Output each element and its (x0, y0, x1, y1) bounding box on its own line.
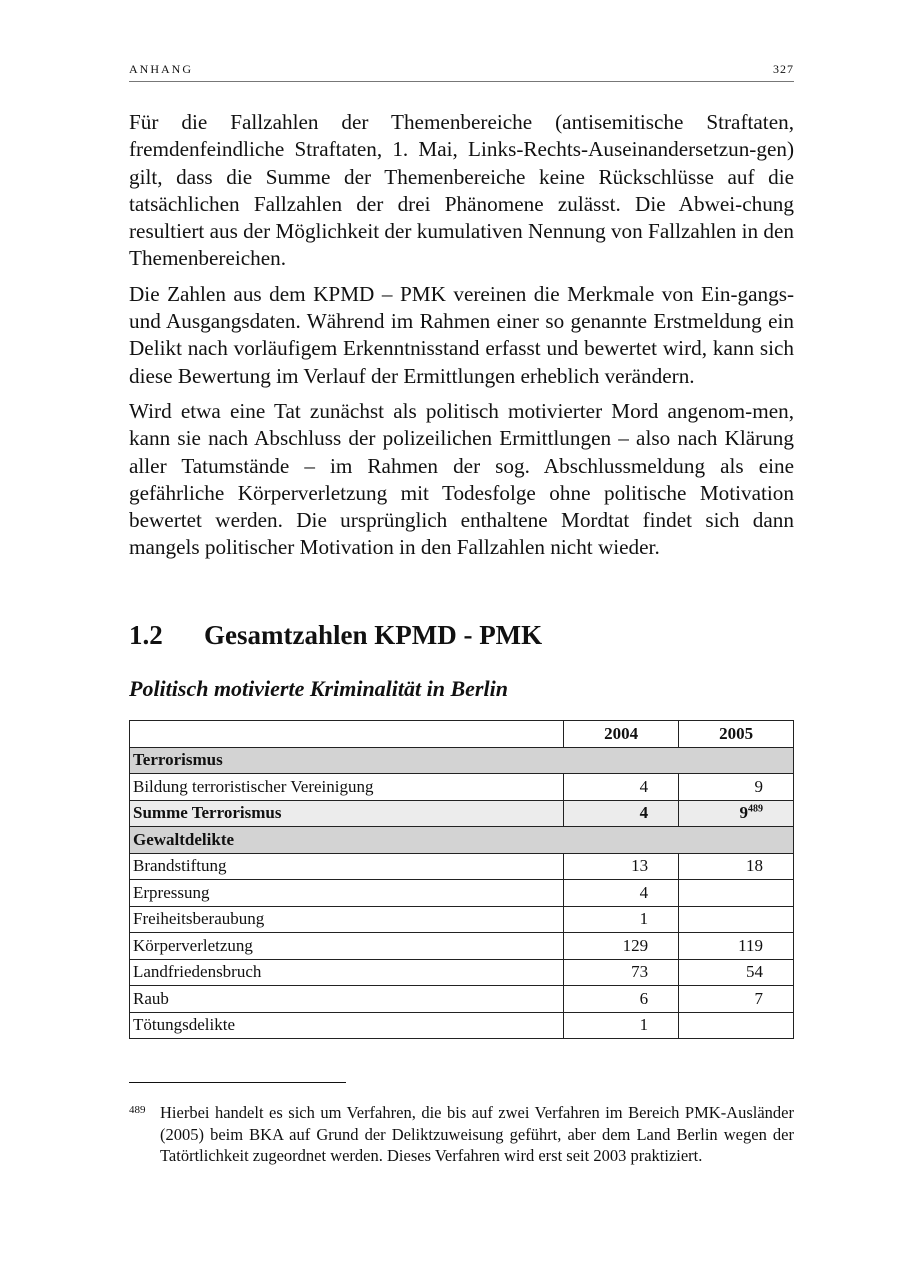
cell-2004: 4 (564, 880, 679, 907)
paragraph: Wird etwa eine Tat zunächst als politisch motivierter Mord angenom-men, kann sie nach Abschluss der polizeilichen Ermittlungen – also nach Klärung aller Tatumstände – im Rahmen der sog. Abschlussmeldung als eine gefährliche Körperverletzung mit Todesfolge ohne politische Motivation bewertet werden. Die ursprünglich enthaltene Mordtat findet sich dann mangels politischer Motivation in den Fallzahlen nicht wieder. (129, 398, 794, 560)
paragraph: Die Zahlen aus dem KPMD – PMK vereinen die Merkmale von Ein-gangs- und Ausgangsdaten. Während im Rahmen einer so genannte Erstmeldung ein Delikt nach vorläufigem Erkenntnisstand erfasst und bewertet wird, kann sich diese Bewertung im Verlauf der Ermittlungen erheblich verändern. (129, 281, 794, 388)
footnote-reference: 489 (748, 803, 763, 815)
footnote-divider (129, 1082, 346, 1083)
row-label: Brandstiftung (130, 853, 564, 880)
cell-2005 (679, 800, 794, 827)
page-number: 327 (773, 62, 794, 76)
table-sum-row (130, 800, 794, 827)
row-label: Körperverletzung (130, 933, 564, 960)
table-row (130, 959, 794, 986)
row-label: Raub (130, 986, 564, 1013)
cell-2004: 13 (564, 853, 679, 880)
cell-2005: 119 (679, 933, 794, 960)
crime-statistics-table (129, 720, 794, 1039)
cell-2004: 6 (564, 986, 679, 1013)
table-subheading: Politisch motivierte Kriminalität in Berlin (129, 676, 508, 701)
row-label: Tötungsdelikte (130, 1012, 564, 1039)
year-header: 2005 (679, 721, 794, 748)
cell-2005: 54 (679, 959, 794, 986)
table-row (130, 906, 794, 933)
cell-2004: 4 (564, 774, 679, 801)
cell-2005 (679, 880, 794, 907)
row-label: Summe Terrorismus (130, 800, 564, 827)
cell-2005: 7 (679, 986, 794, 1013)
section-title: Gesamtzahlen KPMD - PMK (204, 620, 543, 650)
table-row (130, 1012, 794, 1039)
cell-2004: 4 (564, 800, 679, 827)
row-label: Freiheitsberaubung (130, 906, 564, 933)
table-section-row (130, 827, 794, 854)
section-label: Gewaltdelikte (130, 827, 794, 854)
row-label: Erpressung (130, 880, 564, 907)
section-heading (129, 620, 542, 651)
footnote-number: 489 (129, 1104, 146, 1116)
table-header-row (130, 721, 794, 748)
table-row (130, 880, 794, 907)
row-label: Landfriedensbruch (130, 959, 564, 986)
cell-2004: 1 (564, 906, 679, 933)
footnote-text: Hierbei handelt es sich um Verfahren, die bis auf zwei Verfahren im Bereich PMK-Ausländer (2005) beim BKA auf Grund der Deliktzuweisung geführt, aber dem Land Berlin wegen der Tatörtlichkeit zugeordnet werden. Dieses Verfahren wird erst seit 2003 praktiziert. (160, 1103, 794, 1165)
cell-2005: 9 (679, 774, 794, 801)
table-section-row (130, 747, 794, 774)
cell-2004: 129 (564, 933, 679, 960)
section-number: 1.2 (129, 620, 163, 650)
cell-2005 (679, 1012, 794, 1039)
table-row (130, 853, 794, 880)
table-header-empty (130, 721, 564, 748)
table-row (130, 986, 794, 1013)
cell-2004: 73 (564, 959, 679, 986)
footnote (129, 1102, 794, 1167)
cell-value: 9 (739, 803, 748, 823)
table-row (130, 933, 794, 960)
section-label: Terrorismus (130, 747, 794, 774)
running-header (129, 61, 794, 82)
cell-2004: 1 (564, 1012, 679, 1039)
body-text (129, 109, 794, 570)
cell-2005 (679, 906, 794, 933)
row-label: Bildung terroristischer Vereinigung (130, 774, 564, 801)
cell-2005: 18 (679, 853, 794, 880)
table-row (130, 774, 794, 801)
paragraph: Für die Fallzahlen der Themenbereiche (antisemitische Straftaten, fremdenfeindliche Straftaten, 1. Mai, Links-Rechts-Auseinandersetzun-gen) gilt, dass die Summe der Themenbereiche keine Rückschlüsse auf die tatsächlichen Fallzahlen der drei Phänomene zulässt. Die Abwei-chung resultiert aus der Möglichkeit der kumulativen Nennung von Fallzahlen in den Themenbereichen. (129, 110, 794, 271)
header-section-title: ANHANG (129, 62, 193, 76)
year-header: 2004 (564, 721, 679, 748)
